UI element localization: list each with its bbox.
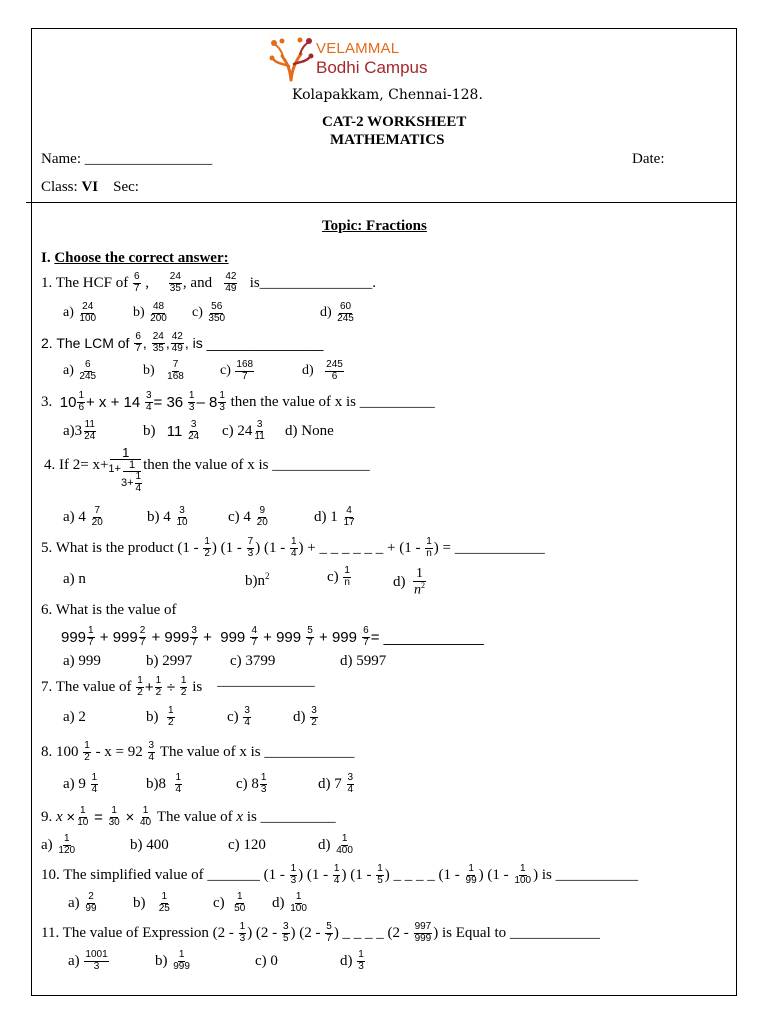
- fraction-denominator: 2: [155, 686, 162, 698]
- fraction: [84, 950, 108, 972]
- fraction-numerator: 3: [148, 740, 155, 751]
- fraction: [169, 272, 182, 294]
- fraction: [235, 360, 254, 382]
- question-3: 3. 10 $\frac{1}{6}$ + x + 14 $\frac{3}{4}$ = 36 $\frac{1}{3}$ – 8 $\frac{1}{3}$ then the value of x is __________: [41, 390, 435, 413]
- fraction-numerator: 3: [179, 505, 185, 516]
- fraction: [414, 922, 433, 944]
- fraction-denominator: 7: [307, 636, 313, 648]
- fraction-denominator: 4: [290, 547, 297, 559]
- class-line: Class: VI Sec:: [41, 179, 139, 195]
- fraction-numerator: 1: [260, 772, 267, 783]
- fraction-numerator: 1: [290, 536, 297, 547]
- fraction-numerator: 48: [152, 301, 165, 312]
- fraction-numerator: 6: [363, 625, 369, 636]
- fraction-numerator: 1: [79, 805, 86, 816]
- fraction: [343, 566, 351, 588]
- fraction: [84, 892, 97, 914]
- fraction-denominator: 999: [414, 932, 432, 944]
- fraction-denominator: 2: [180, 686, 187, 698]
- fraction-denominator: 120: [58, 844, 76, 856]
- fraction-denominator: 5: [282, 932, 289, 944]
- fraction-numerator: 1: [377, 863, 383, 874]
- fraction: [152, 332, 165, 354]
- fraction-denominator: 7: [241, 370, 248, 382]
- fraction-numerator: 1: [178, 949, 185, 960]
- fraction-numerator: 1: [468, 863, 474, 874]
- fraction-denominator: 24: [188, 430, 200, 442]
- fraction-numerator: 1: [135, 471, 142, 482]
- fraction: [187, 420, 200, 442]
- fraction: [77, 391, 85, 413]
- fraction-numerator: 5: [326, 921, 332, 932]
- fraction-numerator: 24: [82, 301, 94, 312]
- fraction-denominator: 40: [139, 816, 152, 828]
- fraction-denominator: n: [426, 547, 432, 559]
- fraction-denominator: 7: [88, 636, 94, 648]
- fraction: [83, 741, 91, 763]
- fraction: [83, 420, 96, 442]
- fraction-denominator: 100: [514, 874, 532, 886]
- question-5: 5. What is the product (1 - $\frac{1}{2}$ ) (1 - $\frac{7}{3}$ ) (1 - $\frac{1}{4}$ ) + _ _ _ _ _ _ + (1 - $\frac{1}{n}$ ) = ____________: [41, 536, 545, 559]
- fraction: [376, 864, 384, 886]
- fraction: [333, 864, 341, 886]
- fraction-denominator: 999: [173, 960, 190, 972]
- fraction: [290, 537, 298, 559]
- fraction: [155, 676, 163, 698]
- fraction: [167, 706, 175, 728]
- fraction-denominator: 7: [363, 636, 369, 648]
- fraction: [136, 676, 144, 698]
- worksheet-title: CAT-2 WORKSHEET: [322, 114, 467, 130]
- fraction-numerator: 1: [137, 675, 143, 686]
- fraction-denominator: 2: [168, 716, 174, 728]
- fraction: [203, 537, 211, 559]
- fraction: [357, 950, 365, 972]
- fraction-denominator: 245: [79, 370, 97, 382]
- fraction: [343, 506, 356, 528]
- question-8: 8. 100 $\frac{1}{2}$ - x = 92 $\frac{3}{4}$ The value of x is ____________: [41, 740, 355, 763]
- fraction: [290, 864, 298, 886]
- fraction-numerator: 1: [295, 891, 302, 902]
- fraction-numerator: 56: [211, 301, 223, 312]
- fraction-denominator: 11: [254, 430, 265, 442]
- fraction: [310, 706, 318, 728]
- fraction: [171, 332, 184, 354]
- fraction-denominator: 35: [152, 342, 164, 354]
- fraction-numerator: 1: [84, 740, 90, 751]
- fraction-denominator: 24: [84, 430, 96, 442]
- fraction-denominator: 2: [311, 716, 317, 728]
- fraction-numerator: 2: [88, 891, 94, 902]
- fraction-numerator: 1: [426, 536, 432, 547]
- school-logo: [268, 36, 464, 82]
- fraction: [336, 302, 355, 324]
- fraction-numerator: 1: [239, 921, 246, 932]
- fraction-denominator: 6: [78, 401, 84, 413]
- fraction: [253, 420, 265, 442]
- fraction-numerator: 1: [358, 949, 364, 960]
- fraction-numerator: 1: [111, 805, 117, 816]
- fraction: [91, 506, 104, 528]
- fraction-numerator: 6: [133, 271, 140, 282]
- fraction: [78, 360, 97, 382]
- fraction: [108, 806, 121, 828]
- fraction-numerator: 1: [175, 772, 182, 783]
- date-label: Date:: [632, 151, 665, 167]
- fraction-numerator: 4: [251, 625, 257, 636]
- fraction: [218, 391, 226, 413]
- fraction-denominator: 100: [290, 902, 307, 914]
- fraction-denominator: 350: [208, 312, 226, 324]
- fraction: [425, 537, 433, 559]
- fraction-denominator: 2: [204, 547, 210, 559]
- fraction-denominator: 7: [133, 282, 140, 294]
- fraction-numerator: 6: [84, 359, 91, 370]
- fraction-denominator: n: [344, 576, 350, 588]
- fraction-numerator: 1: [78, 390, 84, 401]
- fraction-denominator: 35: [169, 282, 181, 294]
- fraction-numerator: 7: [172, 359, 179, 370]
- fraction-denominator: 3: [247, 547, 254, 559]
- fraction-numerator: 1: [180, 675, 187, 686]
- fraction: [325, 922, 333, 944]
- fraction-numerator: 997: [414, 921, 432, 932]
- fraction-numerator: 60: [339, 301, 352, 312]
- fraction-numerator: 1: [91, 772, 98, 783]
- fraction-numerator: 1: [290, 863, 297, 874]
- fraction: [239, 922, 247, 944]
- fraction-numerator: 1: [344, 565, 350, 576]
- fraction-denominator: 20: [91, 516, 103, 528]
- fraction-denominator: 4: [148, 751, 155, 763]
- fraction-numerator: 3: [256, 419, 263, 430]
- fraction: [260, 773, 268, 795]
- fraction-denominator: 50: [234, 902, 246, 914]
- fraction-denominator: 4: [333, 874, 340, 886]
- fraction-denominator: 3: [188, 401, 195, 413]
- fraction-numerator: 3: [282, 921, 289, 932]
- fraction-denominator: 3: [260, 783, 267, 795]
- fraction-numerator: 3: [244, 705, 250, 716]
- fraction: [335, 834, 354, 856]
- fraction-denominator: 4: [145, 401, 152, 413]
- fraction-denominator: 7: [251, 636, 257, 648]
- fraction-numerator: 3: [145, 390, 152, 401]
- question-6: 6. What is the value of: [41, 602, 177, 618]
- fraction-numerator: 11: [84, 419, 95, 430]
- fraction-denominator: 49: [225, 282, 237, 294]
- fraction: [175, 773, 183, 795]
- question-7: 7. The value of $\frac{1}{2}$ + $\frac{1}{2}$ ÷ $\frac{1}{2}$ is _____________: [41, 672, 315, 698]
- fraction-denominator: 7: [135, 342, 141, 354]
- fraction: [166, 360, 185, 382]
- fraction-denominator: 4: [175, 783, 182, 795]
- question-1: 1. The HCF of $\frac{6}{7}$ , $\frac{24}{35}$ , and $\frac{42}{49}$ is_______________.: [41, 271, 376, 294]
- fraction-numerator: 7: [94, 505, 100, 516]
- fraction: [250, 626, 258, 648]
- fraction: [188, 391, 196, 413]
- fraction: [91, 773, 99, 795]
- header-divider: [26, 202, 736, 203]
- fraction-denominator: 3: [93, 960, 100, 972]
- fraction-denominator: 200: [150, 312, 167, 324]
- fraction: [139, 806, 152, 828]
- address: Kolapakkam, Chennai-128.: [292, 87, 483, 103]
- fraction-denominator: 20: [256, 516, 268, 528]
- question-10: 10. The simplified value of _______ (1 - $\frac{1}{3}$ ) (1 - $\frac{1}{4}$ ) (1 - $\frac{1}{5}$ ) _ _ _ _ (1 - $\frac{1}{99}$ ) (1 - $\frac{1}{100}$ ) is ___________: [41, 863, 639, 886]
- fraction: [57, 834, 76, 856]
- fraction: [207, 302, 226, 324]
- tree-logo-icon: [268, 36, 314, 82]
- fraction: [139, 626, 147, 648]
- fraction-numerator: 24: [169, 271, 181, 282]
- fraction-denominator: 7: [139, 636, 146, 648]
- fraction: [145, 391, 153, 413]
- fraction: [233, 892, 246, 914]
- fraction-denominator: 49: [171, 342, 183, 354]
- fraction-numerator: 24: [152, 331, 164, 342]
- fraction-numerator: 1: [88, 625, 94, 636]
- fraction: [190, 626, 198, 648]
- fraction-denominator: 10: [77, 816, 89, 828]
- fraction-denominator: 4: [347, 783, 354, 795]
- fraction: [134, 332, 142, 354]
- fraction-denominator: 4: [244, 716, 250, 728]
- fraction: [158, 892, 171, 914]
- fraction-numerator: 6: [135, 331, 141, 342]
- section-heading: I. Choose the correct answer:: [41, 250, 229, 266]
- question-4: 4. If 2= x+ 1 1+ 1 3+ $\frac{1}{4}$ then the value of x is _____________: [44, 445, 370, 494]
- logo-line-2: Bodhi Campus: [316, 58, 428, 77]
- fraction-denominator: 17: [343, 516, 355, 528]
- fraction-numerator: 1: [161, 891, 168, 902]
- fraction: [133, 272, 141, 294]
- fraction-numerator: 1: [63, 833, 70, 844]
- fraction: [149, 302, 168, 324]
- fraction: [148, 741, 156, 763]
- fraction-denominator: 100: [79, 312, 97, 324]
- fraction-denominator: 245: [337, 312, 354, 324]
- fraction-denominator: 99: [465, 874, 477, 886]
- fraction: [256, 506, 269, 528]
- fraction-numerator: 1: [333, 863, 340, 874]
- fraction: [362, 626, 370, 648]
- fraction: [135, 472, 143, 494]
- fraction-numerator: 1: [341, 833, 348, 844]
- fraction: [247, 537, 255, 559]
- fraction-numerator: 3: [311, 705, 317, 716]
- fraction-numerator: 7: [247, 536, 254, 547]
- fraction-denominator: 30: [108, 816, 120, 828]
- fraction-numerator: 3: [191, 625, 197, 636]
- fraction-denominator: 3: [219, 401, 225, 413]
- fraction-numerator: 5: [307, 625, 313, 636]
- fraction: [325, 360, 344, 382]
- fraction-denominator: 7: [191, 636, 197, 648]
- question-11: 11. The value of Expression (2 - $\frac{1}{3}$ ) (2 - $\frac{3}{5}$ ) (2 - $\frac{5}{7}$ ) _ _ _ _ (2 - $\frac{997}{999}$ ) is Equal to ____________: [41, 921, 600, 944]
- fraction: [224, 272, 237, 294]
- fraction-denominator: 3: [290, 874, 297, 886]
- fraction-denominator: 99: [85, 902, 97, 914]
- fraction-numerator: 2: [139, 625, 146, 636]
- fraction-numerator: 3: [347, 772, 354, 783]
- fraction: [513, 864, 532, 886]
- fraction: [282, 922, 290, 944]
- fraction-numerator: 1: [219, 390, 225, 401]
- question-6-expression: 999 $\frac{1}{7}$ + 999 $\frac{2}{7}$ + 999 $\frac{3}{7}$ + 999 $\frac{4}{7}$ + 999 $\frac{5}{7}$ + 999 $\frac{6}{7}$ = ____________: [61, 625, 484, 648]
- fraction-denominator: 2: [84, 751, 90, 763]
- fraction-numerator: 3: [190, 419, 197, 430]
- fraction-numerator: 1: [168, 705, 174, 716]
- topic-heading: Topic: Fractions: [322, 218, 427, 234]
- fraction: [176, 506, 189, 528]
- fraction-denominator: 168: [167, 370, 184, 382]
- fraction-numerator: 1: [155, 675, 162, 686]
- logo-line-1: VELAMMAL: [316, 40, 400, 57]
- fraction-numerator: 245: [326, 359, 343, 370]
- fraction-numerator: 1: [519, 863, 526, 874]
- fraction-numerator: 42: [225, 271, 237, 282]
- fraction-numerator: 1: [236, 891, 243, 902]
- fraction: [172, 950, 191, 972]
- fraction-denominator: 4: [135, 482, 142, 494]
- fraction-denominator: 5: [377, 874, 383, 886]
- question-9: 9. x × $\frac{1}{10}$ = $\frac{1}{30}$ × $\frac{1}{40}$ The value of x is __________: [41, 805, 336, 828]
- fraction: [243, 706, 251, 728]
- fraction: [306, 626, 314, 648]
- subject-title: MATHEMATICS: [330, 132, 445, 148]
- fraction-denominator: 400: [336, 844, 353, 856]
- fraction: [465, 864, 478, 886]
- question-2: 2. The LCM of $\frac{6}{7}$ , $\frac{24}{35}$ , $\frac{42}{49}$ , is _______________: [41, 331, 324, 354]
- fraction-numerator: 9: [259, 505, 265, 516]
- fraction-denominator: 2: [137, 686, 143, 698]
- fraction: [347, 773, 355, 795]
- fraction-denominator: 6: [331, 370, 338, 382]
- fraction-numerator: 1: [188, 390, 195, 401]
- fraction: [87, 626, 95, 648]
- fraction: [289, 892, 308, 914]
- fraction-numerator: 4: [346, 505, 352, 516]
- fraction-numerator: 42: [171, 331, 183, 342]
- fraction-numerator: 1001: [85, 949, 108, 960]
- fraction-denominator: 3: [358, 960, 364, 972]
- fraction-numerator: 1: [142, 805, 149, 816]
- fraction-denominator: 3: [239, 932, 246, 944]
- fraction: [78, 302, 97, 324]
- fraction-denominator: 25: [158, 902, 170, 914]
- fraction: [76, 806, 89, 828]
- fraction-denominator: 4: [91, 783, 98, 795]
- name-label: Name: _________________: [41, 151, 213, 167]
- fraction-numerator: 1: [204, 536, 210, 547]
- fraction-denominator: 7: [326, 932, 332, 944]
- fraction-numerator: 168: [236, 359, 254, 370]
- fraction: [180, 676, 188, 698]
- fraction-denominator: 10: [176, 516, 188, 528]
